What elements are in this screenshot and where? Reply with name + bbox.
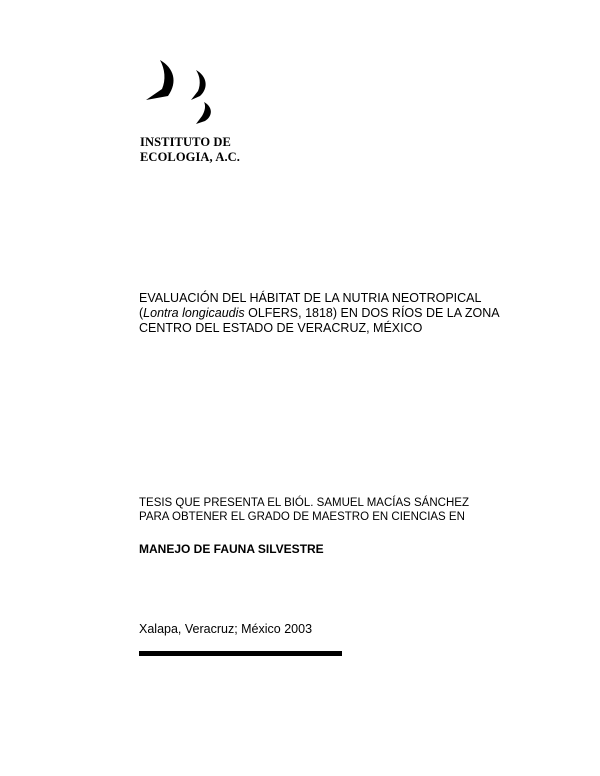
degree-program: MANEJO DE FAUNA SILVESTRE xyxy=(139,542,324,556)
title-line-2 xyxy=(139,306,500,321)
species-name: Lontra longicaudis xyxy=(143,306,245,320)
institute-line-1: INSTITUTO DE xyxy=(140,135,231,149)
thesis-line-2: PARA OBTENER EL GRADO DE MAESTRO EN CIENCIAS EN xyxy=(139,511,465,523)
horizontal-rule xyxy=(139,651,342,656)
institute-name xyxy=(140,135,240,165)
title-open-paren: ( xyxy=(139,306,144,320)
place-date: Xalapa, Veracruz; México 2003 xyxy=(139,622,313,636)
title-line-2-rest: OLFERS, 1818) EN DOS RÍOS DE LA ZONA xyxy=(244,306,500,320)
thesis-statement xyxy=(139,496,469,524)
thesis-line-1: TESIS QUE PRESENTA EL BIÓL. SAMUEL MACÍAS SÁNCHEZ xyxy=(139,497,469,509)
title-line-3: CENTRO DEL ESTADO DE VERACRUZ, MÉXICO xyxy=(139,321,423,335)
thesis-title xyxy=(139,291,500,336)
institute-line-2: ECOLOGIA, A.C. xyxy=(140,150,241,164)
title-line-1: EVALUACIÓN DEL HÁBITAT DE LA NUTRIA NEOTROPICAL xyxy=(139,291,482,305)
inecol-logo-icon xyxy=(138,56,228,126)
